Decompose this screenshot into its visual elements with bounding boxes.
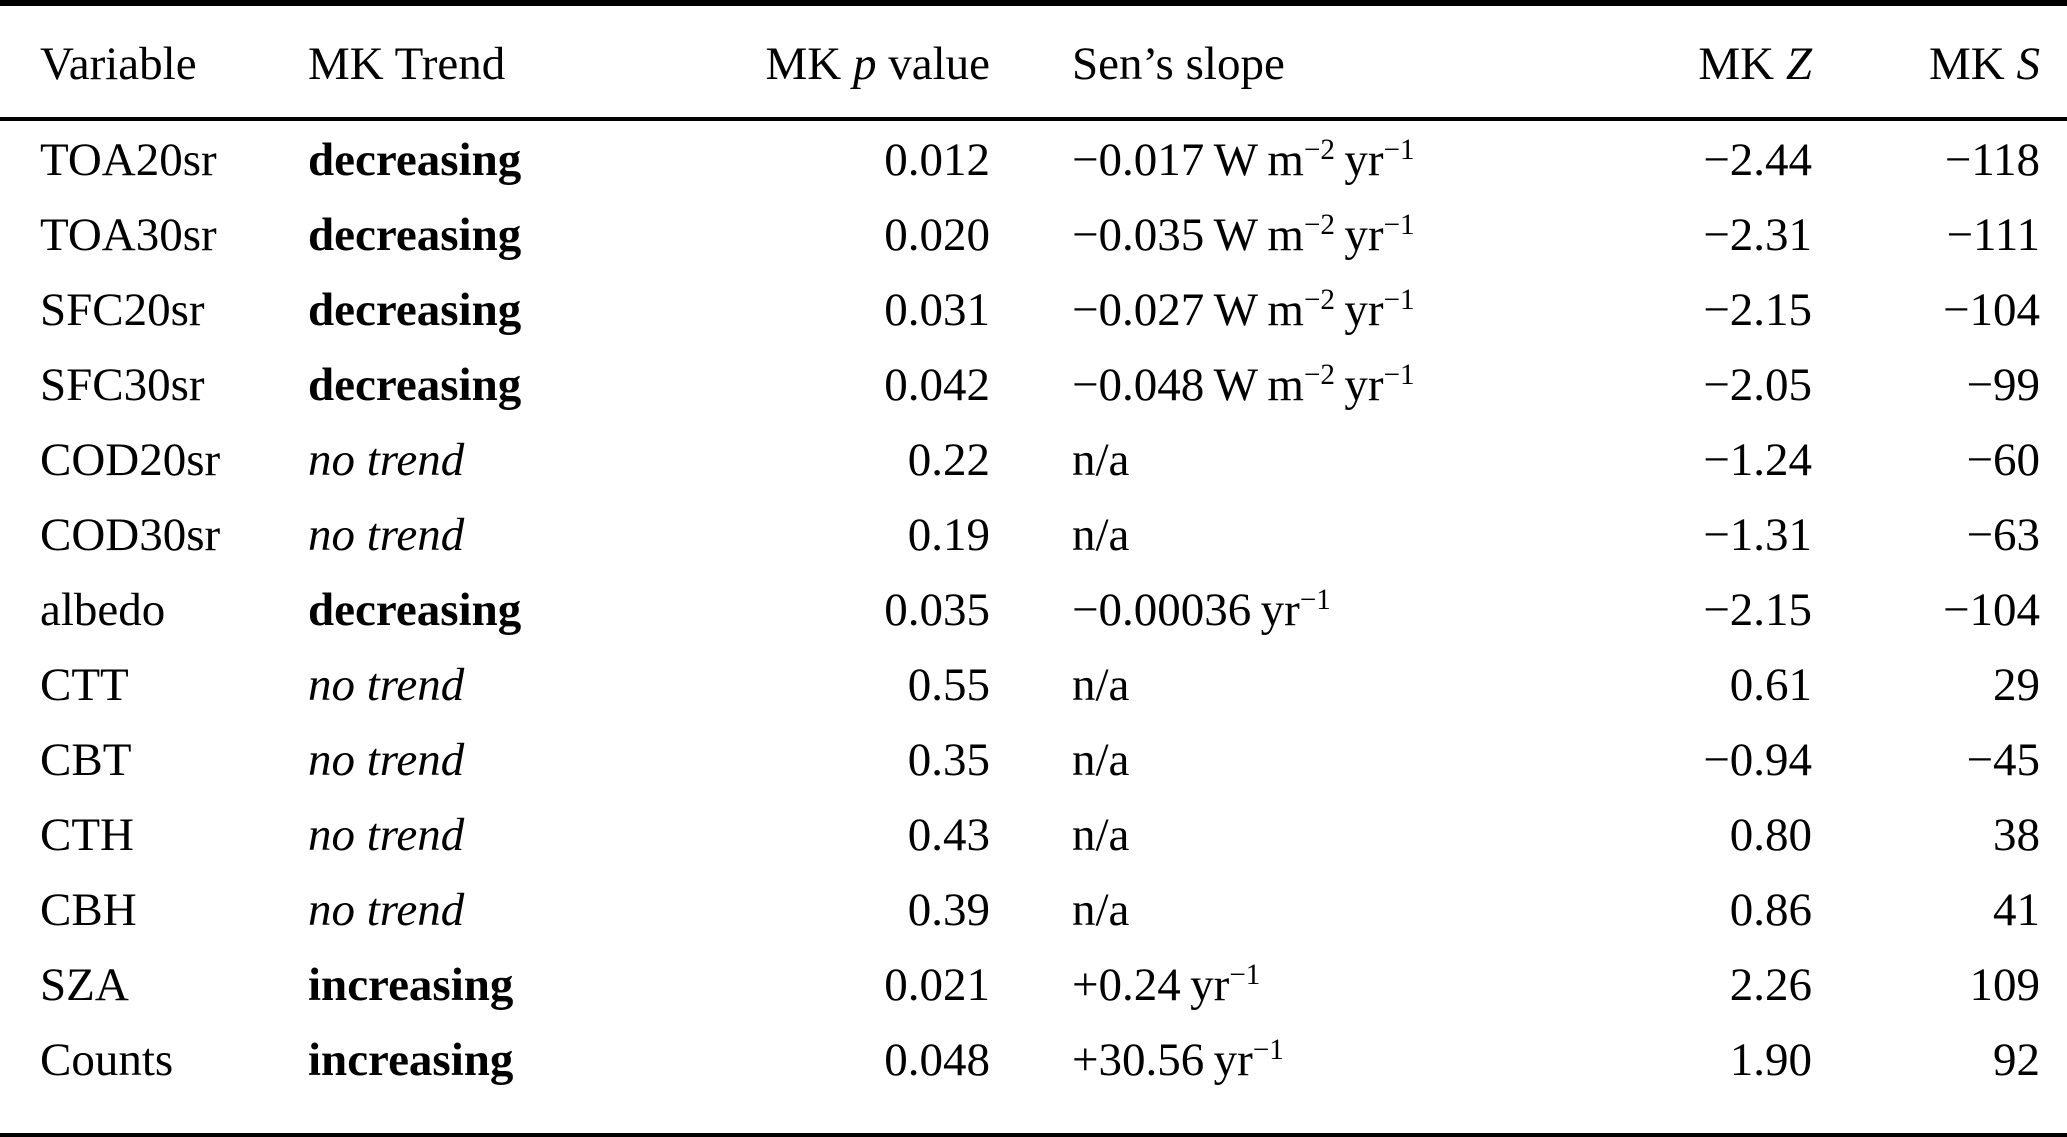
table-row	[0, 583, 2067, 658]
cell-mk-p-value: 0.048	[884, 1034, 990, 1086]
cell-mk-p-value: 0.22	[907, 434, 990, 486]
cell-mk-trend: decreasing	[308, 209, 522, 261]
table-row	[0, 1033, 2067, 1136]
cell-mk-p-value: 0.031	[884, 284, 990, 336]
cell-variable: COD20sr	[40, 434, 221, 486]
cell-mk-s: 41	[1993, 884, 2040, 936]
cell-sens-slope: n/a	[1072, 884, 1130, 936]
cell-sens-slope: −0.035 W $m^{-2}$ $yr^{-1}$	[1072, 208, 1415, 261]
cell-variable: TOA20sr	[40, 134, 217, 186]
col-header-mk-p-value: MK p value	[693, 3, 990, 119]
cell-mk-z: −1.24	[1703, 434, 1812, 486]
cell-mk-p-value: 0.43	[907, 809, 990, 861]
table-row	[0, 733, 2067, 808]
cell-mk-trend: no trend	[308, 659, 465, 711]
cell-mk-z: 2.26	[1729, 959, 1812, 1011]
cell-sens-slope: −0.017 W $m^{-2}$ $yr^{-1}$	[1072, 133, 1415, 186]
col-header-mk-trend: MK Trend	[308, 3, 693, 119]
cell-mk-z: −2.15	[1703, 584, 1812, 636]
cell-mk-s: 92	[1993, 1034, 2040, 1086]
cell-variable: TOA30sr	[40, 209, 217, 261]
cell-mk-p-value: 0.19	[907, 509, 990, 561]
cell-mk-trend: no trend	[308, 434, 465, 486]
cell-variable: COD30sr	[40, 509, 221, 561]
cell-mk-p-value: 0.020	[884, 209, 990, 261]
cell-mk-z: −2.44	[1703, 134, 1812, 186]
cell-mk-z: −2.31	[1703, 209, 1812, 261]
cell-mk-p-value: 0.035	[884, 584, 990, 636]
cell-mk-s: −99	[1966, 359, 2040, 411]
cell-mk-s: −111	[1946, 209, 2040, 261]
cell-sens-slope: −0.027 W $m^{-2}$ $yr^{-1}$	[1072, 283, 1415, 336]
cell-mk-z: 0.61	[1729, 659, 1812, 711]
table-row	[0, 658, 2067, 733]
cell-variable: CBT	[40, 734, 132, 786]
cell-mk-p-value: 0.55	[907, 659, 990, 711]
cell-mk-s: 29	[1993, 659, 2040, 711]
cell-mk-p-value: 0.39	[907, 884, 990, 936]
cell-mk-trend: no trend	[308, 884, 465, 936]
col-header-sens-slope: Sen’s slope	[990, 3, 1590, 119]
cell-mk-s: −104	[1942, 284, 2040, 336]
cell-mk-trend: increasing	[308, 1034, 514, 1086]
cell-sens-slope: n/a	[1072, 809, 1130, 861]
table-row	[0, 283, 2067, 358]
cell-mk-trend: no trend	[308, 809, 465, 861]
cell-mk-trend: no trend	[308, 509, 465, 561]
cell-mk-z: 0.86	[1729, 884, 1812, 936]
table-row	[0, 958, 2067, 1033]
cell-mk-p-value: 0.042	[884, 359, 990, 411]
cell-sens-slope: n/a	[1072, 434, 1130, 486]
cell-variable: CTH	[40, 809, 134, 861]
cell-sens-slope: n/a	[1072, 509, 1130, 561]
table-row	[0, 119, 2067, 208]
cell-mk-s: −60	[1966, 434, 2040, 486]
cell-mk-s: −118	[1944, 134, 2040, 186]
cell-sens-slope: n/a	[1072, 659, 1130, 711]
cell-sens-slope: +0.24 $yr^{-1}$	[1072, 958, 1261, 1011]
cell-variable: Counts	[40, 1034, 174, 1086]
table-body	[0, 119, 2067, 1136]
cell-mk-p-value: 0.35	[907, 734, 990, 786]
cell-mk-z: −1.31	[1703, 509, 1812, 561]
cell-mk-z: 1.90	[1729, 1034, 1812, 1086]
cell-mk-z: −2.05	[1703, 359, 1812, 411]
cell-variable: SZA	[40, 959, 129, 1011]
table-row	[0, 433, 2067, 508]
cell-variable: albedo	[40, 584, 166, 636]
cell-sens-slope: −0.00036 $yr^{-1}$	[1072, 583, 1331, 636]
cell-variable: CBH	[40, 884, 137, 936]
cell-mk-s: −63	[1966, 509, 2040, 561]
table-row	[0, 208, 2067, 283]
cell-mk-s: 109	[1969, 959, 2040, 1011]
cell-sens-slope: n/a	[1072, 734, 1130, 786]
cell-mk-z: −0.94	[1703, 734, 1812, 786]
cell-mk-s: −104	[1942, 584, 2040, 636]
table-header	[0, 3, 2067, 119]
cell-mk-z: −2.15	[1703, 284, 1812, 336]
table-row	[0, 808, 2067, 883]
header-row	[0, 3, 2067, 119]
cell-mk-trend: decreasing	[308, 359, 522, 411]
cell-mk-trend: decreasing	[308, 584, 522, 636]
cell-variable: SFC20sr	[40, 284, 205, 336]
col-header-mk-z: MK Z	[1590, 3, 1812, 119]
table-row	[0, 358, 2067, 433]
cell-mk-s: 38	[1993, 809, 2040, 861]
col-header-variable: Variable	[0, 3, 308, 119]
cell-mk-trend: decreasing	[308, 284, 522, 336]
cell-sens-slope: +30.56 $yr^{-1}$	[1072, 1033, 1284, 1086]
table-row	[0, 508, 2067, 583]
cell-mk-trend: no trend	[308, 734, 465, 786]
cell-variable: SFC30sr	[40, 359, 205, 411]
cell-mk-p-value: 0.012	[884, 134, 990, 186]
cell-mk-z: 0.80	[1729, 809, 1812, 861]
cell-mk-p-value: 0.021	[884, 959, 990, 1011]
cell-sens-slope: −0.048 W $m^{-2}$ $yr^{-1}$	[1072, 358, 1415, 411]
cell-mk-s: −45	[1966, 734, 2040, 786]
col-header-mk-s: MK S	[1812, 3, 2067, 119]
table-row	[0, 883, 2067, 958]
cell-mk-trend: increasing	[308, 959, 514, 1011]
cell-mk-trend: decreasing	[308, 134, 522, 186]
cell-variable: CTT	[40, 659, 129, 711]
